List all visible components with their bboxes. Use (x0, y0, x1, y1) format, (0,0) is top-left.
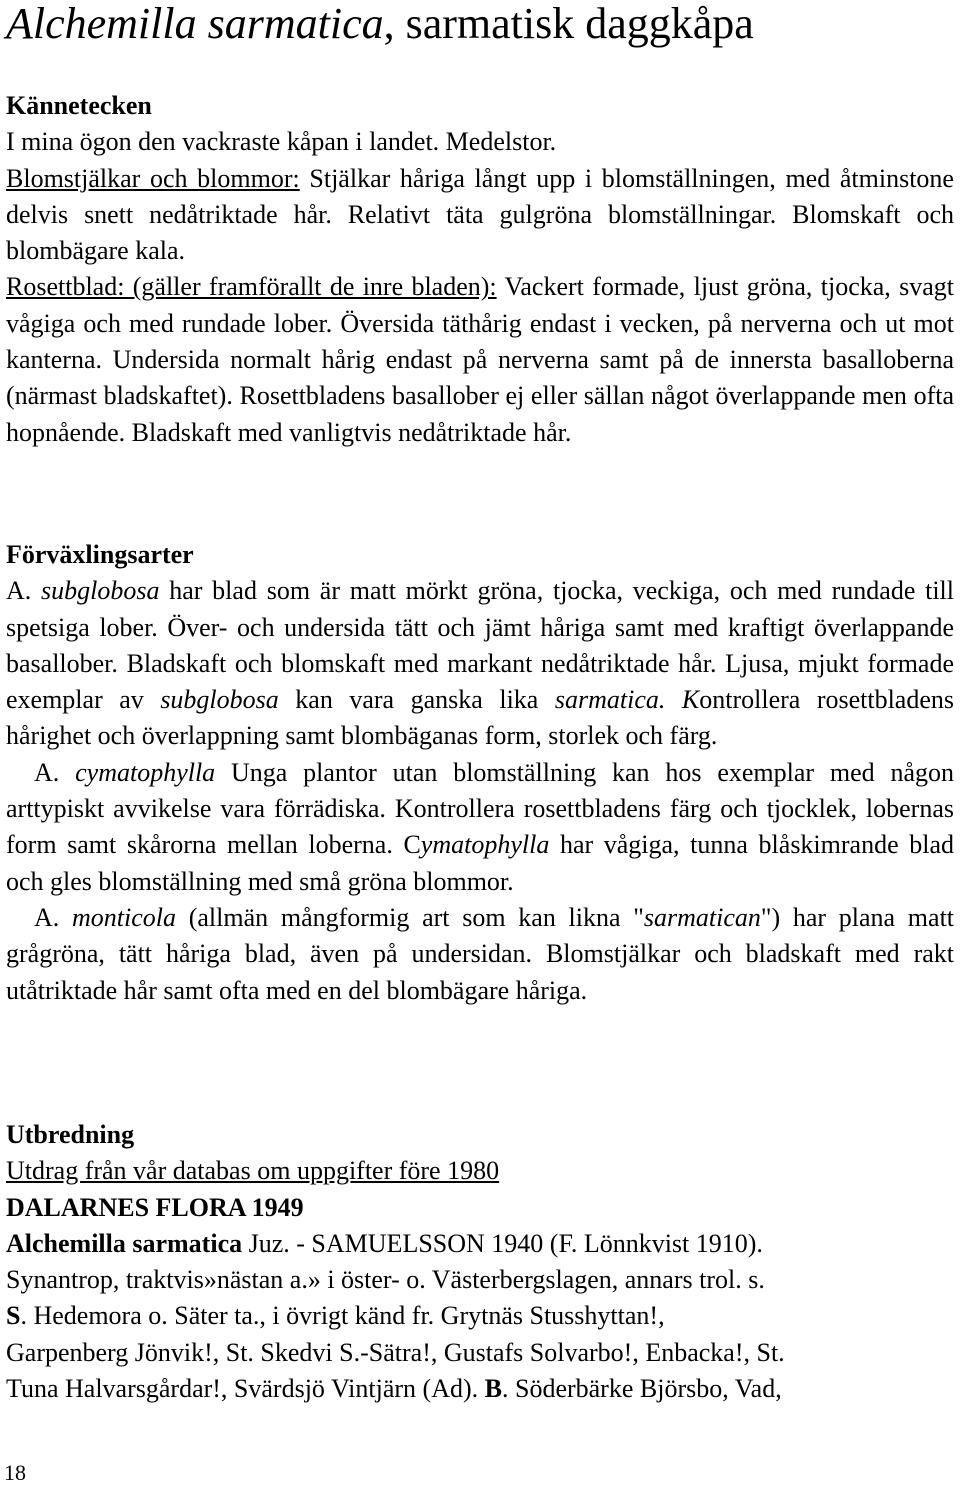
section-heading-forvaxlingsarter: Förväxlingsarter (6, 540, 194, 569)
confusion-monticola (6, 900, 954, 1009)
confusion-cymatophylla (6, 755, 954, 900)
section-heading-utbredning: Utbredning (6, 1120, 135, 1149)
section-utbredning (6, 1117, 954, 1407)
rosette-label: Rosettblad: (gäller framförallt de inre bladen): (6, 272, 497, 302)
flower-text: Stjälkar håriga långt upp i blomställningen, med åtminstone delvis snett nedåtriktade hår. Relativt täta gulgröna blomställningar. Blomskaft och blombägare kala. (6, 163, 954, 266)
paragraph-text: har blad som är matt mörkt gröna, tjocka, veckiga, och med rundade till spetsiga lober. Över- och undersida tätt och jämt håriga samt med kraftigt överlappande basallober. Bladskaft och blomskaft med markant nedåtriktade hår. Ljusa, mjukt formade exemplar av (6, 576, 955, 715)
title-common-name: , sarmatisk daggkåpa (383, 0, 754, 48)
rosette-description (6, 269, 954, 450)
distribution-text: . Hedemora o. Säter ta., i övrigt känd fr. Grytnäs Stusshyttan!, (20, 1301, 665, 1331)
region-letter: B (484, 1374, 502, 1404)
distribution-text: Tuna Halvarsgårdar!, Svärdsjö Vintjärn (Ad). (6, 1374, 485, 1404)
species-name: subglobosa (160, 685, 279, 715)
paragraph-text: ") har plana matt grågröna, tätt håriga blad, även på undersidan. Blomstjälkar och bladskaft med rakt utåtriktade hår samt ofta med en del blombägare håriga. (6, 902, 955, 1005)
paragraph-text: Unga plantor utan blomställning kan hos exemplar med någon arttypiskt avvikelse vara förrädiska. Kontrollera rosettbladens färg och tjocklek, lobernas form samt skårorna mellan loberna. C (6, 757, 954, 860)
page-number: 18 (4, 1460, 26, 1485)
paragraph-text: kan vara ganska lika (278, 685, 555, 715)
paragraph-text: ontrollera rosettbladens hårighet och överlappning samt blombäganas form, storlek och färg. (6, 685, 955, 751)
genus-abbrev: A. (34, 902, 72, 932)
distribution-line: Garpenberg Jönvik!, St. Skedvi S.-Sätra!, Gustafs Solvarbo!, Enbacka!, St. (6, 1337, 785, 1367)
database-subheading: Utdrag från vår databas om uppgifter före 1980 (6, 1156, 500, 1186)
rosette-text: Vackert formade, ljust gröna, tjocka, svagt vågiga och med rundade lober. Översida täthårig endast i vecken, på nerverna och ut mot kanterna. Undersida normalt hårig endast på nerverna samt på de innersta basalloberna (närmast bladskaftet). Rosettbladens basallober ej eller sällan något överlappande men ofta hopnående. Bladskaft med vanligtvis nedåtriktade hår. (6, 272, 954, 447)
distribution-text: . Söderbärke Björsbo, Vad, (501, 1374, 782, 1404)
section-kannetecken (6, 88, 954, 451)
distribution-line (6, 1298, 954, 1334)
species-name: ymatophylla (420, 830, 550, 860)
distribution-line: Synantrop, traktvis»nästan a.» i öster- o. Västerbergslagen, annars trol. s. (6, 1265, 765, 1295)
species-name: subglobosa (41, 576, 160, 606)
distribution-line (6, 1371, 954, 1407)
section-forvaxlingsarter (6, 537, 954, 1009)
paragraph-text: har vågiga, tunna blåskimrande blad och gles blomställning med små gröna blommor. (6, 830, 954, 896)
title-species: Alchemilla sarmatica (6, 0, 384, 48)
species-reference (6, 1226, 954, 1262)
flower-label: Blomstjälkar och blommor: (6, 163, 300, 193)
reference-text: Juz. - SAMUELSSON 1940 (F. Lönnkvist 1910). (242, 1228, 763, 1258)
page-title (6, 0, 754, 48)
region-letter: S (6, 1301, 21, 1331)
paragraph-text: (allmän mångformig art som kan likna " (176, 902, 644, 932)
intro-text: I mina ögon den vackraste kåpan i landet. Medelstor. (6, 127, 557, 157)
species-name: cymatophylla (75, 757, 216, 787)
confusion-subglobosa (6, 573, 954, 754)
genus-abbrev: A. (6, 576, 42, 606)
species-name: monticola (72, 902, 176, 932)
species-name: sarmatica. K (554, 685, 700, 715)
genus-abbrev: A. (34, 757, 76, 787)
species-name-bold: Alchemilla sarmatica (6, 1228, 243, 1258)
flower-description (6, 161, 954, 270)
section-heading-kannetecken: Kännetecken (6, 91, 152, 120)
flora-title: DALARNES FLORA 1949 (6, 1192, 304, 1222)
species-name: sarmatican (643, 902, 761, 932)
